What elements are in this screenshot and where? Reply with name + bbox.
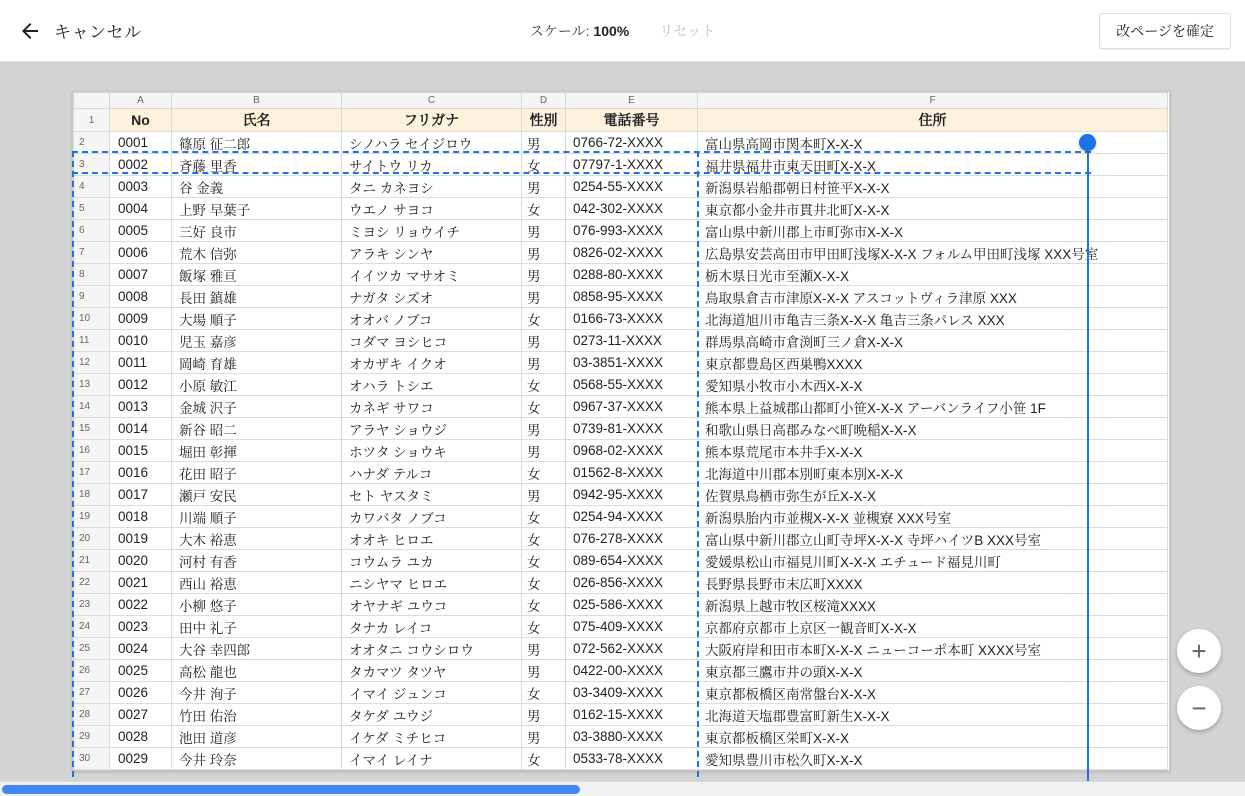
cell-tel[interactable]: 0942-95-XXXX bbox=[566, 484, 698, 506]
row-number[interactable]: 11 bbox=[74, 330, 110, 352]
cell-tel[interactable]: 0162-15-XXXX bbox=[566, 704, 698, 726]
header-cell-tel[interactable]: 電話番号 bbox=[566, 109, 698, 132]
cell-name[interactable]: 新谷 昭二 bbox=[172, 418, 342, 440]
cell-no[interactable]: 0003 bbox=[110, 176, 172, 198]
back-arrow-icon bbox=[18, 19, 42, 43]
cell-sex[interactable]: 女 bbox=[522, 396, 566, 418]
cell-kana[interactable]: ニシヤマ ヒロエ bbox=[342, 572, 522, 594]
cell-sex[interactable]: 男 bbox=[522, 418, 566, 440]
table-row[interactable] bbox=[74, 726, 1168, 748]
cell-kana[interactable]: ハナダ テルコ bbox=[342, 462, 522, 484]
cell-tel[interactable]: 0766-72-XXXX bbox=[566, 132, 698, 154]
column-letter-e[interactable]: E bbox=[566, 93, 698, 109]
row-number[interactable]: 2 bbox=[74, 132, 110, 154]
row-number[interactable]: 22 bbox=[74, 572, 110, 594]
cell-addr[interactable]: 熊本県荒尾市本井手X-X-X bbox=[698, 440, 1168, 462]
cell-kana[interactable]: オオキ ヒロエ bbox=[342, 528, 522, 550]
cell-tel[interactable]: 042-302-XXXX bbox=[566, 198, 698, 220]
row-number[interactable]: 12 bbox=[74, 352, 110, 374]
row-number[interactable]: 17 bbox=[74, 462, 110, 484]
row-number[interactable]: 23 bbox=[74, 594, 110, 616]
zoom-in-button[interactable]: + bbox=[1177, 629, 1221, 673]
cell-tel[interactable]: 0254-94-XXXX bbox=[566, 506, 698, 528]
cell-addr[interactable]: 熊本県上益城郡山都町小笹X-X-X アーバンライフ小笹 1F bbox=[698, 396, 1168, 418]
cell-addr[interactable]: 富山県中新川郡立山町寺坪X-X-X 寺坪ハイツB XXX号室 bbox=[698, 528, 1168, 550]
cell-sex[interactable]: 女 bbox=[522, 748, 566, 770]
cell-addr[interactable]: 群馬県高崎市倉渕町三ノ倉X-X-X bbox=[698, 330, 1168, 352]
cell-kana[interactable]: ホツタ ショウキ bbox=[342, 440, 522, 462]
cell-name[interactable]: 児玉 嘉彦 bbox=[172, 330, 342, 352]
header-cell-no[interactable]: No bbox=[110, 109, 172, 132]
table-row[interactable] bbox=[74, 704, 1168, 726]
cell-sex[interactable]: 女 bbox=[522, 682, 566, 704]
cell-name[interactable]: 高松 龍也 bbox=[172, 660, 342, 682]
cell-sex[interactable]: 男 bbox=[522, 220, 566, 242]
cell-addr[interactable]: 東京都板橋区南常盤台X-X-X bbox=[698, 682, 1168, 704]
cell-addr[interactable]: 北海道旭川市亀吉三条X-X-X 亀吉三条パレス XXX bbox=[698, 308, 1168, 330]
table-row[interactable] bbox=[74, 132, 1168, 154]
column-letter-c[interactable]: C bbox=[342, 93, 522, 109]
zoom-out-button[interactable]: − bbox=[1177, 686, 1221, 730]
cell-kana[interactable]: シノハラ セイジロウ bbox=[342, 132, 522, 154]
cell-no[interactable]: 0006 bbox=[110, 242, 172, 264]
cell-tel[interactable]: 076-278-XXXX bbox=[566, 528, 698, 550]
cell-addr[interactable]: 新潟県胎内市並槻X-X-X 並槻寮 XXX号室 bbox=[698, 506, 1168, 528]
cell-name[interactable]: 大木 裕恵 bbox=[172, 528, 342, 550]
row-number[interactable]: 3 bbox=[74, 154, 110, 176]
table-row[interactable] bbox=[74, 198, 1168, 220]
cell-addr[interactable]: 新潟県岩船郡朝日村笹平X-X-X bbox=[698, 176, 1168, 198]
row-number[interactable]: 30 bbox=[74, 748, 110, 770]
cell-kana[interactable]: ミヨシ リョウイチ bbox=[342, 220, 522, 242]
cell-sex[interactable]: 女 bbox=[522, 594, 566, 616]
cell-kana[interactable]: オヤナギ ユウコ bbox=[342, 594, 522, 616]
cell-name[interactable]: 金城 沢子 bbox=[172, 396, 342, 418]
cell-kana[interactable]: イマイ レイナ bbox=[342, 748, 522, 770]
cell-tel[interactable]: 075-409-XXXX bbox=[566, 616, 698, 638]
row-number[interactable]: 19 bbox=[74, 506, 110, 528]
cell-addr[interactable]: 長野県長野市末広町XXXX bbox=[698, 572, 1168, 594]
table-row[interactable] bbox=[74, 506, 1168, 528]
table-row[interactable] bbox=[74, 528, 1168, 550]
cell-no[interactable]: 0005 bbox=[110, 220, 172, 242]
cell-no[interactable]: 0008 bbox=[110, 286, 172, 308]
row-number[interactable]: 6 bbox=[74, 220, 110, 242]
table-row[interactable] bbox=[74, 550, 1168, 572]
cell-tel[interactable]: 0858-95-XXXX bbox=[566, 286, 698, 308]
header-cell-sex[interactable]: 性別 bbox=[522, 109, 566, 132]
cell-addr[interactable]: 大阪府岸和田市本町X-X-X ニューコーポ本町 XXXX号室 bbox=[698, 638, 1168, 660]
table-row[interactable] bbox=[74, 308, 1168, 330]
cell-kana[interactable]: ナガタ シズオ bbox=[342, 286, 522, 308]
cell-sex[interactable]: 男 bbox=[522, 286, 566, 308]
spreadsheet[interactable] bbox=[72, 91, 1170, 771]
cell-addr[interactable]: 福井県福井市東天田町X-X-X bbox=[698, 154, 1168, 176]
cell-addr[interactable]: 東京都豊島区西巣鴨XXXX bbox=[698, 352, 1168, 374]
cell-kana[interactable]: ウエノ サヨコ bbox=[342, 198, 522, 220]
cell-tel[interactable]: 025-586-XXXX bbox=[566, 594, 698, 616]
cell-kana[interactable]: タカマツ タツヤ bbox=[342, 660, 522, 682]
cell-sex[interactable]: 女 bbox=[522, 198, 566, 220]
table-header-row bbox=[74, 109, 1168, 132]
cell-addr[interactable]: 愛知県豊川市松久町X-X-X bbox=[698, 748, 1168, 770]
row-number[interactable]: 29 bbox=[74, 726, 110, 748]
cell-name[interactable]: 河村 有香 bbox=[172, 550, 342, 572]
cell-name[interactable]: 小柳 悠子 bbox=[172, 594, 342, 616]
cell-name[interactable]: 上野 早葉子 bbox=[172, 198, 342, 220]
cell-addr[interactable]: 富山県高岡市関本町X-X-X bbox=[698, 132, 1168, 154]
cell-no[interactable]: 0013 bbox=[110, 396, 172, 418]
cell-tel[interactable]: 0968-02-XXXX bbox=[566, 440, 698, 462]
table-row[interactable] bbox=[74, 374, 1168, 396]
cell-sex[interactable]: 男 bbox=[522, 132, 566, 154]
row-number[interactable]: 16 bbox=[74, 440, 110, 462]
cell-sex[interactable]: 女 bbox=[522, 506, 566, 528]
cell-no[interactable]: 0002 bbox=[110, 154, 172, 176]
table-row[interactable] bbox=[74, 286, 1168, 308]
cell-sex[interactable]: 男 bbox=[522, 660, 566, 682]
cell-no[interactable]: 0014 bbox=[110, 418, 172, 440]
table-row[interactable] bbox=[74, 660, 1168, 682]
cell-addr[interactable]: 栃木県日光市至瀬X-X-X bbox=[698, 264, 1168, 286]
cell-no[interactable]: 0001 bbox=[110, 132, 172, 154]
cell-sex[interactable]: 男 bbox=[522, 704, 566, 726]
cell-kana[interactable]: オオタニ コウシロウ bbox=[342, 638, 522, 660]
cell-name[interactable]: 三好 良市 bbox=[172, 220, 342, 242]
cell-addr[interactable]: 広島県安芸高田市甲田町浅塚X-X-X フォルム甲田町浅塚 XXX号室 bbox=[698, 242, 1168, 264]
cell-kana[interactable]: タナカ レイコ bbox=[342, 616, 522, 638]
cell-sex[interactable]: 女 bbox=[522, 550, 566, 572]
cell-kana[interactable]: オオバ ノブコ bbox=[342, 308, 522, 330]
column-letter-b[interactable]: B bbox=[172, 93, 342, 109]
cell-tel[interactable]: 03-3851-XXXX bbox=[566, 352, 698, 374]
cell-name[interactable]: 荒木 信弥 bbox=[172, 242, 342, 264]
header-cell-name[interactable]: 氏名 bbox=[172, 109, 342, 132]
cell-addr[interactable]: 富山県中新川郡上市町弥市X-X-X bbox=[698, 220, 1168, 242]
column-letter-f[interactable]: F bbox=[698, 93, 1168, 109]
cell-sex[interactable]: 男 bbox=[522, 638, 566, 660]
header-cell-kana[interactable]: フリガナ bbox=[342, 109, 522, 132]
cancel-button[interactable] bbox=[18, 18, 142, 43]
cell-sex[interactable]: 女 bbox=[522, 572, 566, 594]
table-row[interactable] bbox=[74, 176, 1168, 198]
cell-name[interactable]: 飯塚 雅亘 bbox=[172, 264, 342, 286]
table-row[interactable] bbox=[74, 330, 1168, 352]
reset-button[interactable]: リセット bbox=[659, 23, 716, 39]
row-number[interactable]: 9 bbox=[74, 286, 110, 308]
cell-name[interactable]: 谷 金義 bbox=[172, 176, 342, 198]
cell-no[interactable]: 0021 bbox=[110, 572, 172, 594]
row-number[interactable]: 25 bbox=[74, 638, 110, 660]
row-number[interactable]: 26 bbox=[74, 660, 110, 682]
cell-sex[interactable]: 男 bbox=[522, 726, 566, 748]
cell-kana[interactable]: サイトウ リカ bbox=[342, 154, 522, 176]
cell-sex[interactable]: 女 bbox=[522, 374, 566, 396]
row-number[interactable]: 7 bbox=[74, 242, 110, 264]
row-number[interactable]: 20 bbox=[74, 528, 110, 550]
cell-no[interactable]: 0012 bbox=[110, 374, 172, 396]
cell-name[interactable]: 岡崎 育雄 bbox=[172, 352, 342, 374]
cell-addr[interactable]: 北海道中川郡本別町東本別X-X-X bbox=[698, 462, 1168, 484]
cell-kana[interactable]: イイツカ マサオミ bbox=[342, 264, 522, 286]
confirm-page-break-button[interactable]: 改ページを確定 bbox=[1099, 13, 1231, 49]
cell-tel[interactable]: 0739-81-XXXX bbox=[566, 418, 698, 440]
cell-sex[interactable]: 女 bbox=[522, 154, 566, 176]
column-letter-d[interactable]: D bbox=[522, 93, 566, 109]
cell-tel[interactable]: 0166-73-XXXX bbox=[566, 308, 698, 330]
sheet-canvas[interactable] bbox=[0, 62, 1245, 796]
cell-addr[interactable]: 佐賀県鳥栖市弥生が丘X-X-X bbox=[698, 484, 1168, 506]
cell-kana[interactable]: カネギ サワコ bbox=[342, 396, 522, 418]
table-row[interactable] bbox=[74, 462, 1168, 484]
cell-name[interactable]: 堀田 彰揮 bbox=[172, 440, 342, 462]
cell-tel[interactable]: 089-654-XXXX bbox=[566, 550, 698, 572]
row-number[interactable]: 15 bbox=[74, 418, 110, 440]
cell-addr[interactable]: 東京都小金井市貫井北町X-X-X bbox=[698, 198, 1168, 220]
cell-no[interactable]: 0022 bbox=[110, 594, 172, 616]
row-number[interactable]: 28 bbox=[74, 704, 110, 726]
cell-kana[interactable]: コウムラ ユカ bbox=[342, 550, 522, 572]
cell-kana[interactable]: オカザキ イクオ bbox=[342, 352, 522, 374]
cell-no[interactable]: 0004 bbox=[110, 198, 172, 220]
cell-no[interactable]: 0020 bbox=[110, 550, 172, 572]
cell-tel[interactable]: 03-3409-XXXX bbox=[566, 682, 698, 704]
table-row[interactable] bbox=[74, 242, 1168, 264]
cell-tel[interactable]: 0288-80-XXXX bbox=[566, 264, 698, 286]
cell-sex[interactable]: 男 bbox=[522, 176, 566, 198]
cell-addr[interactable]: 北海道天塩郡豊富町新生X-X-X bbox=[698, 704, 1168, 726]
scale-label: スケール: bbox=[529, 23, 590, 39]
scale-indicator bbox=[530, 21, 629, 41]
table-row[interactable] bbox=[74, 638, 1168, 660]
cell-addr[interactable]: 京都府京都市上京区一観音町X-X-X bbox=[698, 616, 1168, 638]
cell-name[interactable]: 斉藤 里香 bbox=[172, 154, 342, 176]
table-row[interactable] bbox=[74, 352, 1168, 374]
row-number[interactable]: 18 bbox=[74, 484, 110, 506]
cell-name[interactable]: 竹田 佑治 bbox=[172, 704, 342, 726]
cell-tel[interactable]: 072-562-XXXX bbox=[566, 638, 698, 660]
toolbar bbox=[0, 0, 1245, 62]
row-number[interactable]: 27 bbox=[74, 682, 110, 704]
cell-name[interactable]: 西山 裕恵 bbox=[172, 572, 342, 594]
row-number[interactable]: 5 bbox=[74, 198, 110, 220]
cell-name[interactable]: 大谷 幸四郎 bbox=[172, 638, 342, 660]
row-number[interactable]: 13 bbox=[74, 374, 110, 396]
horizontal-scrollbar-thumb[interactable] bbox=[2, 785, 580, 794]
column-letter-a[interactable]: A bbox=[110, 93, 172, 109]
table-row[interactable] bbox=[74, 748, 1168, 770]
row-number[interactable]: 14 bbox=[74, 396, 110, 418]
row-number[interactable]: 8 bbox=[74, 264, 110, 286]
table-row[interactable] bbox=[74, 616, 1168, 638]
cell-sex[interactable]: 女 bbox=[522, 308, 566, 330]
row-number[interactable]: 1 bbox=[74, 109, 110, 132]
cell-no[interactable]: 0007 bbox=[110, 264, 172, 286]
cell-no[interactable]: 0025 bbox=[110, 660, 172, 682]
table-row[interactable] bbox=[74, 682, 1168, 704]
cell-sex[interactable]: 男 bbox=[522, 242, 566, 264]
cell-kana[interactable]: セト ヤスタミ bbox=[342, 484, 522, 506]
cell-addr[interactable]: 新潟県上越市牧区桜滝XXXX bbox=[698, 594, 1168, 616]
cell-sex[interactable]: 男 bbox=[522, 484, 566, 506]
cell-tel[interactable]: 0967-37-XXXX bbox=[566, 396, 698, 418]
cell-name[interactable]: 田中 礼子 bbox=[172, 616, 342, 638]
horizontal-scrollbar[interactable] bbox=[0, 781, 1245, 796]
cell-tel[interactable]: 07797-1-XXXX bbox=[566, 154, 698, 176]
cell-tel[interactable]: 0826-02-XXXX bbox=[566, 242, 698, 264]
corner-cell[interactable] bbox=[74, 93, 110, 109]
cell-sex[interactable]: 男 bbox=[522, 264, 566, 286]
cell-addr[interactable]: 東京都板橋区栄町X-X-X bbox=[698, 726, 1168, 748]
cell-name[interactable]: 池田 道彦 bbox=[172, 726, 342, 748]
cell-kana[interactable]: カワバタ ノブコ bbox=[342, 506, 522, 528]
toolbar-center-group bbox=[0, 0, 1245, 62]
cell-no[interactable]: 0027 bbox=[110, 704, 172, 726]
cell-name[interactable]: 川端 順子 bbox=[172, 506, 342, 528]
cell-no[interactable]: 0017 bbox=[110, 484, 172, 506]
cell-tel[interactable]: 0273-11-XXXX bbox=[566, 330, 698, 352]
cell-name[interactable]: 今井 玲奈 bbox=[172, 748, 342, 770]
table-row[interactable] bbox=[74, 220, 1168, 242]
cell-addr[interactable]: 和歌山県日高郡みなべ町晩稲X-X-X bbox=[698, 418, 1168, 440]
table-row[interactable] bbox=[74, 418, 1168, 440]
cell-kana[interactable]: タニ カネヨシ bbox=[342, 176, 522, 198]
cell-no[interactable]: 0015 bbox=[110, 440, 172, 462]
table-row[interactable] bbox=[74, 572, 1168, 594]
spreadsheet-grid[interactable] bbox=[73, 92, 1168, 770]
cell-kana[interactable]: イマイ ジュンコ bbox=[342, 682, 522, 704]
cell-tel[interactable]: 03-3880-XXXX bbox=[566, 726, 698, 748]
cell-sex[interactable]: 女 bbox=[522, 528, 566, 550]
cell-kana[interactable]: アラヤ ショウジ bbox=[342, 418, 522, 440]
cell-kana[interactable]: オハラ トシエ bbox=[342, 374, 522, 396]
cell-kana[interactable]: コダマ ヨシヒコ bbox=[342, 330, 522, 352]
cancel-label: キャンセル bbox=[54, 23, 142, 42]
cell-tel[interactable]: 076-993-XXXX bbox=[566, 220, 698, 242]
cell-name[interactable]: 瀬戸 安民 bbox=[172, 484, 342, 506]
cell-name[interactable]: 長田 鎮雄 bbox=[172, 286, 342, 308]
cell-kana[interactable]: アラキ シンヤ bbox=[342, 242, 522, 264]
cell-tel[interactable]: 0422-00-XXXX bbox=[566, 660, 698, 682]
table-row[interactable] bbox=[74, 594, 1168, 616]
row-number[interactable]: 4 bbox=[74, 176, 110, 198]
cell-addr[interactable]: 東京都三鷹市井の頭X-X-X bbox=[698, 660, 1168, 682]
cell-tel[interactable]: 0568-55-XXXX bbox=[566, 374, 698, 396]
cell-tel[interactable]: 0254-55-XXXX bbox=[566, 176, 698, 198]
cell-sex[interactable]: 男 bbox=[522, 330, 566, 352]
header-cell-addr[interactable]: 住所 bbox=[698, 109, 1168, 132]
cell-no[interactable]: 0026 bbox=[110, 682, 172, 704]
cell-no[interactable]: 0023 bbox=[110, 616, 172, 638]
cell-tel[interactable]: 026-856-XXXX bbox=[566, 572, 698, 594]
table-row[interactable] bbox=[74, 396, 1168, 418]
scale-value: 100% bbox=[593, 23, 630, 39]
cell-name[interactable]: 花田 昭子 bbox=[172, 462, 342, 484]
cell-no[interactable]: 0024 bbox=[110, 638, 172, 660]
cell-no[interactable]: 0028 bbox=[110, 726, 172, 748]
cell-sex[interactable]: 男 bbox=[522, 352, 566, 374]
cell-name[interactable]: 今井 洵子 bbox=[172, 682, 342, 704]
cell-kana[interactable]: イケダ ミチヒコ bbox=[342, 726, 522, 748]
row-number[interactable]: 10 bbox=[74, 308, 110, 330]
row-number[interactable]: 21 bbox=[74, 550, 110, 572]
row-number[interactable]: 24 bbox=[74, 616, 110, 638]
cell-no[interactable]: 0019 bbox=[110, 528, 172, 550]
cell-no[interactable]: 0016 bbox=[110, 462, 172, 484]
cell-name[interactable]: 大場 順子 bbox=[172, 308, 342, 330]
table-row[interactable] bbox=[74, 484, 1168, 506]
cell-addr[interactable]: 鳥取県倉吉市津原X-X-X アスコットヴィラ津原 XXX bbox=[698, 286, 1168, 308]
column-header-row bbox=[74, 93, 1168, 109]
cell-addr[interactable]: 愛知県小牧市小木西X-X-X bbox=[698, 374, 1168, 396]
cell-name[interactable]: 小原 敏江 bbox=[172, 374, 342, 396]
vertical-scrollbar[interactable] bbox=[1233, 124, 1245, 796]
table-row[interactable] bbox=[74, 154, 1168, 176]
cell-tel[interactable]: 01562-8-XXXX bbox=[566, 462, 698, 484]
cell-no[interactable]: 0009 bbox=[110, 308, 172, 330]
cell-sex[interactable]: 女 bbox=[522, 616, 566, 638]
cell-sex[interactable]: 男 bbox=[522, 440, 566, 462]
cell-kana[interactable]: タケダ ユウジ bbox=[342, 704, 522, 726]
cell-sex[interactable]: 女 bbox=[522, 462, 566, 484]
page-break-drag-handle[interactable] bbox=[1079, 134, 1096, 151]
table-row[interactable] bbox=[74, 264, 1168, 286]
cell-name[interactable]: 篠原 征二郎 bbox=[172, 132, 342, 154]
cell-addr[interactable]: 愛媛県松山市福見川町X-X-X エチュード福見川町 bbox=[698, 550, 1168, 572]
table-row[interactable] bbox=[74, 440, 1168, 462]
cell-no[interactable]: 0018 bbox=[110, 506, 172, 528]
cell-no[interactable]: 0011 bbox=[110, 352, 172, 374]
cell-no[interactable]: 0010 bbox=[110, 330, 172, 352]
cell-no[interactable]: 0029 bbox=[110, 748, 172, 770]
cell-tel[interactable]: 0533-78-XXXX bbox=[566, 748, 698, 770]
